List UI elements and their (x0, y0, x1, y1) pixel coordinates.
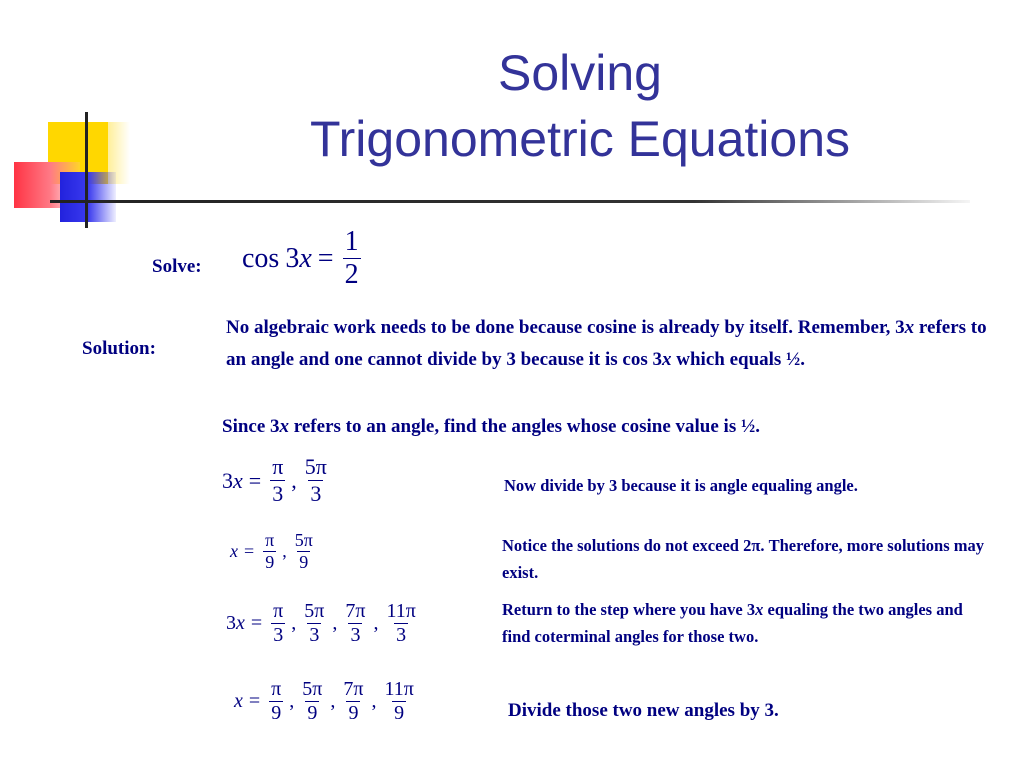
lhs-variable: x (230, 541, 238, 561)
equation-row-1 (222, 454, 332, 507)
decorative-blue-square (60, 172, 116, 222)
fraction-denominator: 3 (272, 481, 284, 506)
comma: , (373, 612, 379, 634)
fraction (300, 678, 324, 725)
fraction (269, 678, 283, 725)
comma: , (371, 690, 377, 712)
note-divide-by-3: Now divide by 3 because it is angle equaling angle. (504, 476, 858, 495)
solution-label: Solution: (82, 338, 156, 359)
fraction-denominator: 9 (394, 702, 405, 724)
equals-sign: = (248, 690, 261, 712)
comma: , (291, 467, 297, 493)
fraction (271, 600, 285, 647)
fraction-denominator: 9 (299, 552, 309, 572)
fraction-denominator: 9 (307, 702, 318, 724)
equals-sign: = (250, 612, 263, 634)
fraction-denominator: 3 (273, 624, 284, 646)
fraction-denominator: 3 (396, 624, 407, 646)
fraction-numerator: 7π (345, 600, 366, 622)
fraction (302, 600, 326, 647)
fraction (270, 454, 285, 507)
equals-sign: = (248, 467, 262, 493)
eq-rhs-numerator: 1 (344, 226, 359, 257)
fraction (385, 600, 418, 647)
note-notice: Notice the solutions do not exceed 2π. Therefore, more solutions may exist. (502, 536, 984, 582)
fraction-numerator: 7π (343, 678, 364, 700)
fraction (303, 454, 329, 507)
lhs-variable: x (236, 612, 245, 634)
fraction (341, 678, 365, 725)
fraction-denominator: 3 (310, 481, 322, 506)
fraction-numerator: 5π (294, 530, 313, 550)
comma: , (291, 612, 297, 634)
equation-row-3 (226, 600, 421, 647)
fraction (293, 530, 315, 573)
note-return: Return to the step where you have 3x equaling the two angles and find coterminal angles for those two. (502, 600, 963, 646)
note-divide-new-angles: Divide those two new angles by 3. (508, 700, 779, 721)
lhs-variable: x (233, 467, 243, 493)
title-line-2: Trigonometric Equations (309, 111, 851, 167)
eq-arg-var: x (299, 242, 312, 274)
fraction-numerator: 11π (384, 678, 414, 700)
title-line-1: Solving (498, 45, 662, 101)
solution-text: No algebraic work needs to be done because cosine is already by itself. Remember, 3x refers to an angle and one cannot divide by 3 because it is cos 3x which equals ½. (226, 317, 987, 370)
comma: , (332, 612, 338, 634)
fraction-numerator: 5π (302, 678, 323, 700)
fraction-denominator: 3 (350, 624, 361, 646)
fraction (343, 600, 367, 647)
lhs-coefficient: 3 (226, 612, 236, 634)
fraction-numerator: 5π (304, 600, 325, 622)
slide-title (200, 40, 960, 172)
fraction-numerator: π (265, 530, 275, 550)
equation-row-2 (230, 530, 318, 573)
solve-label: Solve: (152, 256, 202, 277)
lhs-variable: x (234, 690, 243, 712)
fraction-numerator: π (272, 454, 284, 479)
comma: , (330, 690, 336, 712)
lhs-coefficient: 3 (222, 467, 233, 493)
fraction-denominator: 9 (348, 702, 359, 724)
fraction-denominator: 3 (309, 624, 320, 646)
title-divider-line (50, 200, 970, 203)
fraction-numerator: 11π (386, 600, 416, 622)
since-text: Since 3x refers to an angle, find the angles whose cosine value is ½. (222, 416, 760, 437)
fraction-numerator: 5π (304, 454, 327, 479)
fraction-denominator: 9 (265, 552, 275, 572)
eq-arg-coef: 3 (285, 242, 300, 274)
eq-rhs-fraction (343, 226, 361, 291)
main-equation (242, 226, 364, 291)
fraction (383, 678, 416, 725)
eq-equals: = (317, 242, 334, 274)
comma: , (289, 690, 295, 712)
decorative-vertical-line (85, 112, 88, 228)
eq-func: cos (242, 242, 280, 274)
fraction-numerator: π (273, 600, 284, 622)
equals-sign: = (244, 541, 255, 561)
fraction (263, 530, 276, 573)
comma: , (282, 541, 287, 561)
fraction-numerator: π (271, 678, 282, 700)
equation-row-4 (234, 678, 419, 725)
eq-rhs-denominator: 2 (344, 259, 359, 290)
fraction-denominator: 9 (271, 702, 282, 724)
